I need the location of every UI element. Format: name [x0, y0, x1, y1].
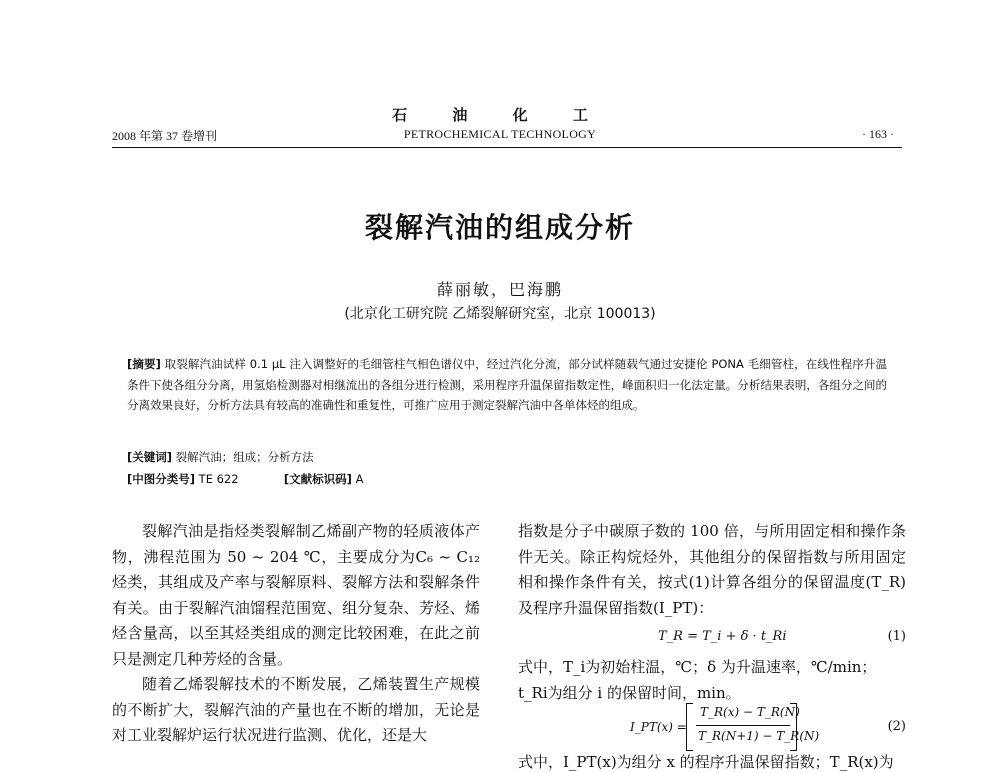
equation-1-number: (1) [887, 629, 906, 644]
left-paragraph-2: 随着乙烯裂解技术的不断发展，乙烯装置生产规模的不断扩大，裂解汽油的产量也在不断的增加，无论是对工业裂解炉运行状况进行监测、优化，还是大 [112, 675, 480, 744]
classification-line [127, 471, 887, 487]
left-column [112, 519, 480, 749]
doc-code-label: [文献标识码] [283, 472, 352, 486]
keywords-line [127, 449, 314, 465]
abstract-block [127, 354, 887, 416]
equation-2 [518, 703, 906, 755]
right-column [518, 519, 906, 621]
journal-title-cn: 石 油 化 工 [392, 106, 608, 124]
equation-1 [518, 626, 906, 652]
fraction-bar [696, 725, 790, 726]
abstract-text: 取裂解汽油试样 0.1 μL 注入调整好的毛细管柱气相色谱仪中，经过汽化分流，部分试样随载气通过安捷伦 PONA 毛细管柱，在线性程序升温条件下使各组分分离，用氢焰检测器对相继流出的各组分进行检测，采用程序升温保留指数定性，峰面积归一化法定量。分析结果表明，各组分之间的分离效果良好，分析方法具有较高的准确性和重复性，可推广应用于测定裂解汽油中各单体烃的组成。 [127, 357, 887, 412]
equation-2-number: (2) [887, 719, 906, 734]
article-authors: 薛丽敏，巴海鹏 [436, 280, 563, 299]
keywords-value: 裂解汽油；组成；分析方法 [175, 450, 314, 464]
journal-title-en: PETROCHEMICAL TECHNOLOGY [403, 127, 597, 141]
abstract-label: [摘要] [127, 357, 161, 371]
article-title: 裂解汽油的组成分析 [364, 211, 635, 244]
equation-2-numerator: T_R(x) − T_R(N) [700, 705, 800, 719]
header-rule [112, 147, 902, 148]
right-paragraph-1: 指数是分子中碳原子数的 100 倍，与所用固定相和操作条件无关。除正构烷烃外，其他组分的保留指数与所用固定相和操作条件有关，按式(1)计算各组分的保留温度(T_R)及程序升温保留指数(I_PT)： [518, 522, 906, 617]
class-label: [中图分类号] [127, 472, 196, 486]
issue-info: 2008 年第 37 卷增刊 [112, 129, 218, 143]
equation-1-body: T_R = T_i + δ · t_Ri [658, 629, 787, 644]
right-column-tail: 式中，I_PT(x)为组分 x 的程序升温保留指数；T_R(x)为 [518, 753, 894, 771]
equation-2-lhs: I_PT(x) = [630, 720, 687, 734]
keywords-label: [关键词] [127, 450, 173, 464]
author-affiliation: (北京化工研究院 乙烯裂解研究室，北京 100013) [344, 306, 656, 322]
doc-code-value: A [355, 472, 364, 486]
equation-2-denominator: T_R(N+1) − T_R(N) [698, 729, 820, 743]
right-bracket [790, 703, 797, 751]
page-number: · 163 · [862, 127, 894, 141]
left-paragraph-1: 裂解汽油是指烃类裂解制乙烯副产物的轻质液体产物，沸程范围为 50 ~ 204 ℃，主要成分为C₆ ~ C₁₂烃类，其组成及产率与裂解原料、裂解方法和裂解条件有关。由于裂解汽油馏程范围宽、组分复杂、芳烃、烯烃含量高，以至其烃类组成的测定比较困难，在此之前只是测定几种芳烃的含量。 [112, 522, 480, 668]
class-value: TE 622 [198, 472, 239, 486]
left-bracket [686, 703, 693, 751]
equation-1-explanation: 式中，T_i为初始柱温，℃；δ 为升温速率，℃/min；t_Ri为组分 i 的保留时间，min。 [518, 658, 877, 702]
